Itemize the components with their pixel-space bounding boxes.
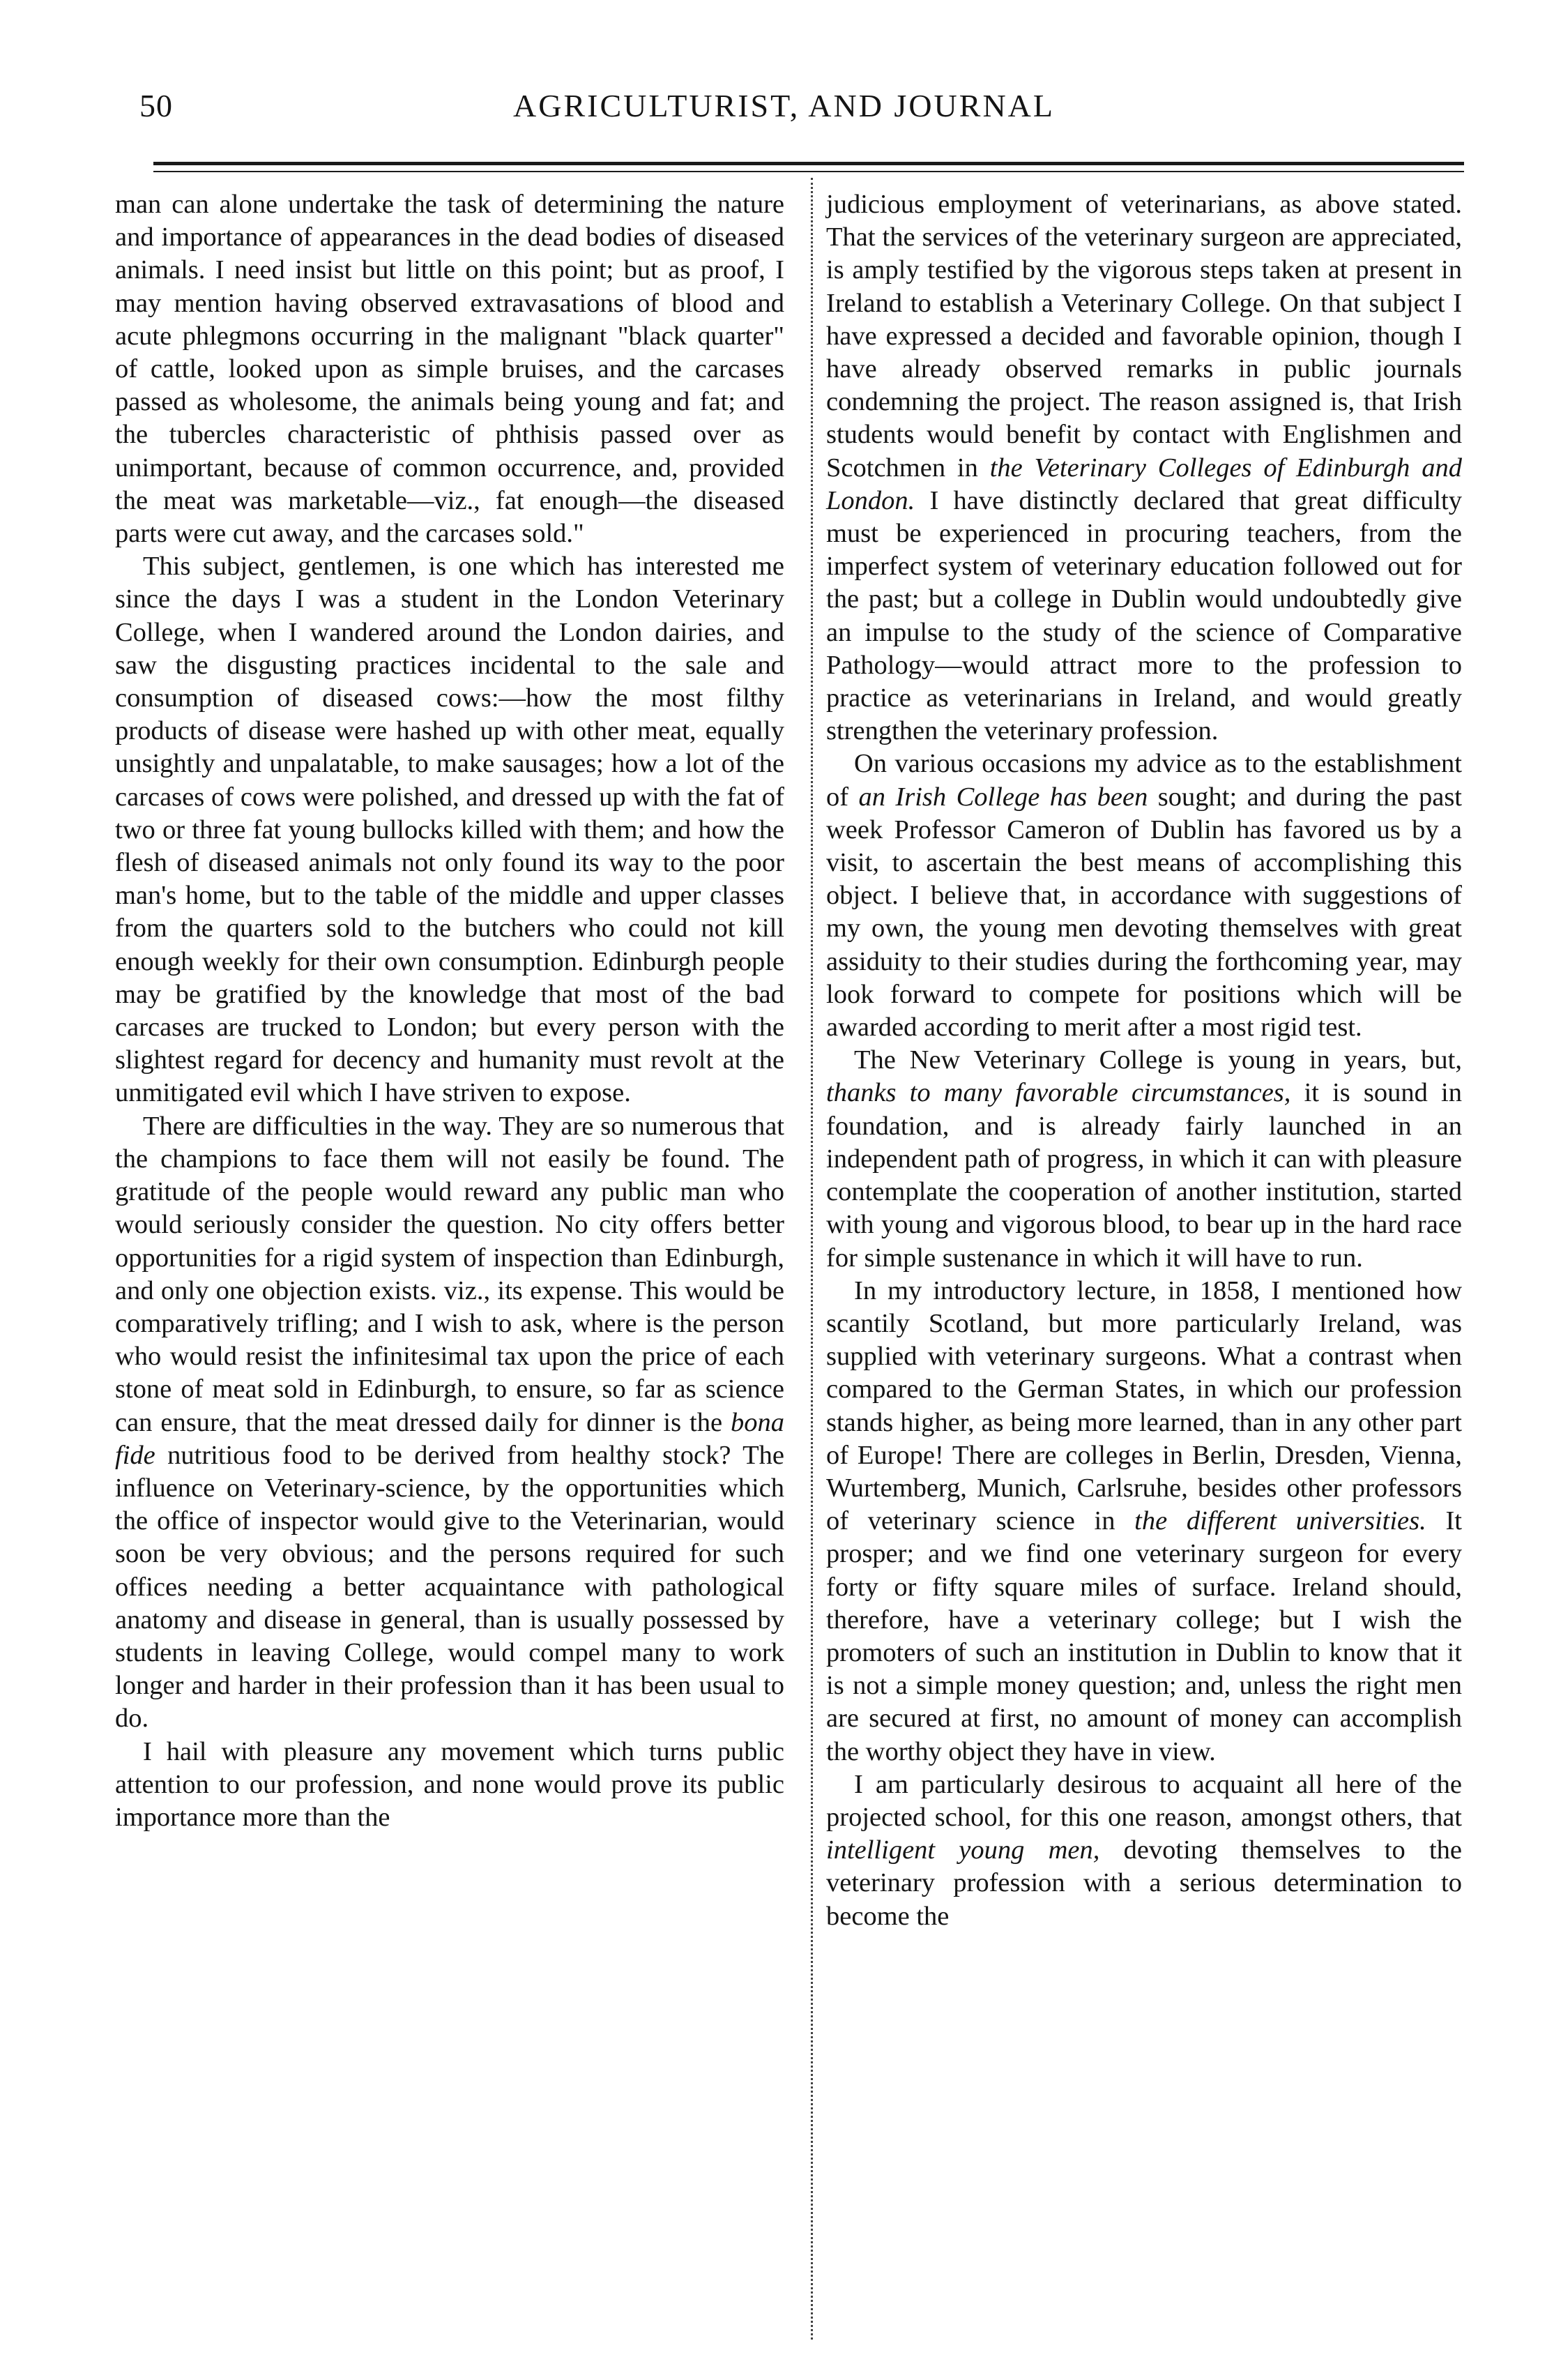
right-paragraph-2-emphasis: an Irish College has been: [858, 782, 1148, 812]
right-paragraph-5-text-b: devoting themselves to the veterinary profession with a serious determination to become the: [826, 1835, 1462, 1931]
right-paragraph-2-text-a: On various occasions my advice as to the establishment of: [826, 749, 1462, 812]
right-paragraph-4-text-a: In my introductory lecture, in 1858, I mentioned how scantily Scotland, but more particularly Ireland, was supplied with veterinary surgeons. What a contrast when compared to the German States, in which our profession stands higher, as being more learned, than in any other part of Europe! There are colleges in Berlin, Dresden, Vienna, Wurtemberg, Munich, Carlsruhe, besides other professors of veterinary science in: [826, 1275, 1462, 1536]
page-number: 50: [139, 88, 173, 123]
right-paragraph-3-emphasis: thanks to many favorable circumstances,: [826, 1078, 1291, 1108]
right-paragraph-1: [826, 188, 1462, 748]
running-title: AGRICULTURIST, AND JOURNAL: [513, 88, 1055, 123]
right-paragraph-4-text-b: It prosper; and we find one veterinary surgeon for every forty or fifty square miles of surface. Ireland should, therefore, have a veterinary college; but I wish the promoters of such an institution in Dublin to know that it is not a simple money question; and, unless the right men are secured at first, no amount of money can accomplish the worthy object they have in view.: [826, 1506, 1462, 1766]
right-paragraph-1-text-b: I have distinctly declared that great difficulty must be experienced in procuring teachers, from the imperfect system of veterinary education followed out for the past; but a college in Dublin would undoubtedly give an impulse to the study of the science of Comparative Pathology—would attract more to the profession to practice as veterinarians in Ireland, and would greatly strengthen the veterinary profession.: [826, 485, 1462, 746]
right-column: [826, 188, 1462, 1933]
left-paragraph-3: [115, 1110, 784, 1736]
right-paragraph-3-text-a: The New Veterinary College is young in years, but,: [854, 1045, 1462, 1075]
right-paragraph-4: [826, 1275, 1462, 1768]
right-paragraph-3-text-b: it is sound in foundation, and is already fairly launched in an independent path of progress, in which it can with pleasure contemplate the cooperation of another institution, started with young and vigorous blood, to bear up in the hard race for simple sustenance in which it will have to run.: [826, 1078, 1462, 1273]
left-paragraph-1: man can alone undertake the task of determining the nature and importance of appearances in the dead bodies of diseased animals. I need insist but little on this point; but as proof, I may mention having observed extravasations of blood and acute phlegmons occurring in the malignant "black quarter" of cattle, looked upon as simple bruises, and the carcases passed as wholesome, the animals being young and fat; and the tubercles characteristic of phthisis passed over as unimportant, because of common occurrence, and, provided the meat was marketable—viz., fat enough—the diseased parts were cut away, and the carcases sold.": [115, 190, 784, 549]
left-paragraph-3-text-b: nutritious food to be derived from healthy stock? The influence on Veterinary-science, by the opportunities which the office of inspector would give to the Veterinarian, would soon be very obvious; and the persons required for such offices needing a better acquaintance with pathological anatomy and disease in general, than is usually possessed by students in leaving College, would compel many to work longer and harder in their profession than it has been usual to do.: [115, 1440, 784, 1734]
column-divider: [811, 178, 813, 2340]
header-rule-thick: [153, 162, 1464, 165]
right-paragraph-3: [826, 1044, 1462, 1274]
header-rule-thin: [153, 171, 1464, 172]
left-paragraph-4: I hail with pleasure any movement which turns public attention to our profession, and none would prove its public importance more than the: [115, 1736, 784, 1832]
right-paragraph-4-emphasis: the different universities.: [1134, 1506, 1426, 1536]
left-paragraph-3-emphasis: bona fide: [115, 1407, 784, 1470]
right-paragraph-2-text-b: sought; and during the past week Professor Cameron of Dublin has favored us by a visit, to ascertain the best means of accomplishing this object. I believe that, in accordance with suggestions of my own, the young men devoting themselves with great assiduity to their studies during the forthcoming year, may look forward to compete for positions which will be awarded according to merit after a most rigid test.: [826, 782, 1462, 1043]
right-paragraph-5-text-a: I am particularly desirous to acquaint all here of the projected school, for this one reason, amongst others, that: [826, 1769, 1462, 1832]
right-paragraph-5: [826, 1768, 1462, 1933]
left-paragraph-2: This subject, gentlemen, is one which has interested me since the days I was a student in the London Veterinary College, when I wandered around the London dairies, and saw the disgusting practices incidental to the sale and consumption of diseased cows:—how the most filthy products of disease were hashed up with other meat, equally unsightly and unpalatable, to make sausages; how a lot of the carcases of cows were polished, and dressed up with the fat of two or three fat young bullocks killed with them; and how the flesh of diseased animals not only found its way to the poor man's home, but to the table of the middle and upper classes from the quarters sold to the butchers who could not kill enough weekly for their own consumption. Edinburgh people may be gratified by the knowledge that most of the bad carcases are trucked to London; but every person with the slightest regard for decency and humanity must revolt at the unmitigated evil which I have striven to expose.: [115, 552, 784, 1108]
left-column: [115, 188, 784, 1834]
left-paragraph-3-text-a: There are difficulties in the way. They are so numerous that the champions to face them will not easily be found. The gratitude of the people would reward any public man who would seriously consider the question. No city offers better opportunities for a rigid system of inspection than Edinburgh, and only one objection exists. viz., its expense. This would be comparatively trifling; and I wish to ask, where is the person who would resist the infinitesimal tax upon the price of each stone of meat sold in Edinburgh, to ensure, so far as science can ensure, that the meat dressed daily for dinner is the: [115, 1111, 784, 1437]
right-paragraph-5-emphasis: intelligent young men,: [826, 1835, 1100, 1865]
right-paragraph-1-emphasis: the Veterinary Colleges of Edinburgh and London.: [826, 453, 1462, 515]
right-paragraph-2: [826, 748, 1462, 1044]
right-paragraph-1-text-a: judicious employment of veterinarians, as above stated. That the services of the veterinary surgeon are appreciated, is amply testified by the vigorous steps taken at present in Ireland to establish a Veterinary College. On that subject I have expressed a decided and favorable opinion, though I have already observed remarks in public journals condemning the project. The reason assigned is, that Irish students would benefit by contact with Englishmen and Scotchmen in: [826, 190, 1462, 483]
